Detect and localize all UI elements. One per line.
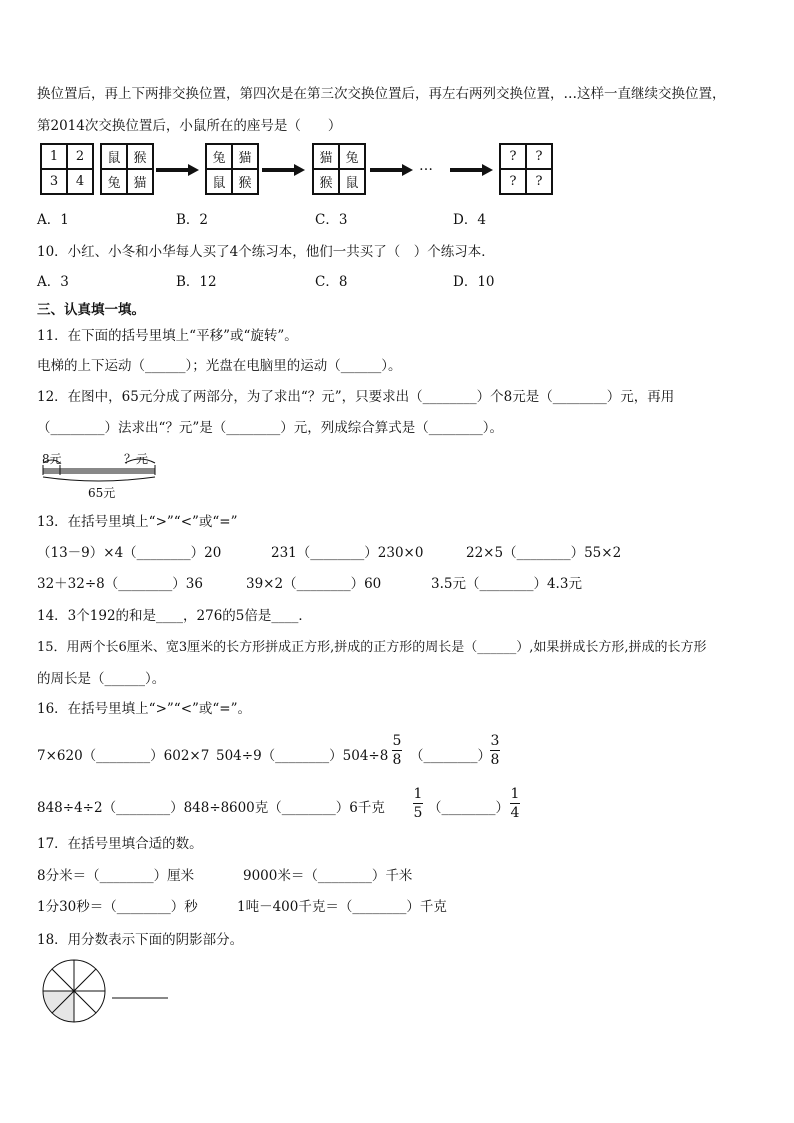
- grid-cell: 猫: [313, 144, 339, 169]
- ellipsis: …: [419, 158, 433, 174]
- option-d[interactable]: D．10: [453, 274, 495, 290]
- conversion-item: 1分30秒＝（________）秒: [37, 899, 198, 915]
- conversion-item: 1吨－400千克＝（________）千克: [237, 899, 447, 915]
- grid-cell: 鼠: [101, 144, 127, 169]
- seat-grid-unknown: [499, 143, 553, 195]
- q13-text: 13．在括号里填上“>”“<”或“=”: [37, 514, 238, 530]
- section-heading: 三、认真填一填。: [37, 302, 145, 318]
- grid-cell: 猴: [232, 169, 258, 194]
- grid-cell: 猫: [232, 144, 258, 169]
- grid-cell: 1: [41, 144, 67, 169]
- label-8-yuan: 8元: [42, 452, 62, 466]
- seat-grid-initial: [100, 143, 154, 195]
- option-c[interactable]: C．3: [315, 212, 348, 228]
- option-a[interactable]: A．3: [37, 274, 69, 290]
- compare-item: （13－9）×4（________）20: [37, 545, 222, 561]
- seat-grid-step2: [312, 143, 366, 195]
- grid-cell: 猴: [313, 169, 339, 194]
- fraction: 3 8: [490, 733, 500, 768]
- q15-text-line2: 的周长是（______）。: [37, 671, 166, 687]
- compare-blank: （________）: [410, 748, 491, 764]
- grid-cell: 兔: [339, 144, 365, 169]
- q9-text-line1: 换位置后，再上下两排交换位置，第四次是在第三次交换位置后，再左右两列交换位置，…这样一直继续交换位置，: [37, 86, 726, 102]
- grid-cell: 鼠: [206, 169, 232, 194]
- grid-cell: 3: [41, 169, 67, 194]
- compare-item: 504÷9（________）504÷8: [216, 748, 389, 764]
- grid-cell: ?: [526, 144, 552, 169]
- arrow-right-icon: [262, 163, 306, 177]
- conversion-item: 9000米＝（________）千米: [243, 868, 413, 884]
- option-a[interactable]: A．1: [37, 212, 69, 228]
- compare-item: 7×620（________）602×7: [37, 748, 210, 764]
- grid-cell: 兔: [101, 169, 127, 194]
- compare-item: 848÷4÷2（________）848÷8: [37, 800, 230, 816]
- label-unknown-yuan: ？元: [124, 452, 149, 466]
- label-65-yuan: 65元: [88, 486, 116, 500]
- arrow-right-icon: [370, 163, 414, 177]
- seat-grid-numbers: [40, 143, 94, 195]
- q12-text-line2: （________）法求出“？元”是（________）元，列成综合算式是（________）。: [37, 420, 504, 436]
- q11-line: 电梯的上下运动（______）；光盘在电脑里的运动（______）。: [37, 358, 402, 374]
- q12-text-line1: 12．在图中，65元分成了两部分，为了求出“？元”，只要求出（________）个8元是（________）元，再用: [37, 389, 675, 405]
- grid-cell: 猴: [127, 144, 153, 169]
- q15-text-line1: 15．用两个长6厘米、宽3厘米的长方形拼成正方形,拼成的正方形的周长是（______）,如果拼成长方形,拼成的长方形: [37, 640, 707, 655]
- compare-item: 39×2（________）60: [246, 576, 382, 592]
- compare-item: 231（________）230×0: [271, 545, 424, 561]
- conversion-item: 8分米＝（________）厘米: [37, 868, 195, 884]
- arrow-right-icon: [450, 163, 494, 177]
- option-d[interactable]: D．4: [453, 212, 486, 228]
- grid-cell: 鼠: [339, 169, 365, 194]
- q11-text: 11．在下面的括号里填上“平移”或“旋转”。: [37, 328, 298, 344]
- arrow-right-icon: [156, 163, 200, 177]
- fraction: 1 5: [413, 786, 423, 821]
- seat-grid-step1: [205, 143, 259, 195]
- grid-cell: 4: [67, 169, 93, 194]
- q14-text: 14．3个192的和是____，276的5倍是____．: [37, 608, 312, 624]
- grid-cell: 猫: [127, 169, 153, 194]
- grid-cell: ?: [500, 144, 526, 169]
- q18-text: 18．用分数表示下面的阴影部分。: [37, 932, 244, 948]
- option-b[interactable]: B．2: [176, 212, 209, 228]
- grid-cell: 兔: [206, 144, 232, 169]
- compare-item: 600克（________）6千克: [229, 800, 385, 816]
- fraction: 5 8: [392, 733, 402, 768]
- compare-blank: （________）: [428, 800, 509, 816]
- q16-text: 16．在括号里填上“>”“<”或“=”。: [37, 701, 252, 717]
- grid-cell: ?: [526, 169, 552, 194]
- compare-item: 3.5元（________）4.3元: [431, 576, 582, 592]
- compare-item: 32＋32÷8（________）36: [37, 576, 203, 592]
- grid-cell: 2: [67, 144, 93, 169]
- grid-cell: ?: [500, 169, 526, 194]
- q17-text: 17．在括号里填合适的数。: [37, 836, 203, 852]
- shaded-circle-diagram: [40, 958, 180, 1028]
- q10-text: 10．小红、小冬和小华每人买了4个练习本，他们一共买了（ ）个练习本．: [37, 244, 495, 260]
- option-b[interactable]: B．12: [176, 274, 217, 290]
- q9-text-line2: 第2014次交换位置后，小鼠所在的座号是（ ）: [37, 118, 342, 134]
- option-c[interactable]: C．8: [315, 274, 348, 290]
- fraction: 1 4: [510, 786, 520, 821]
- compare-item: 22×5（________）55×2: [466, 545, 622, 561]
